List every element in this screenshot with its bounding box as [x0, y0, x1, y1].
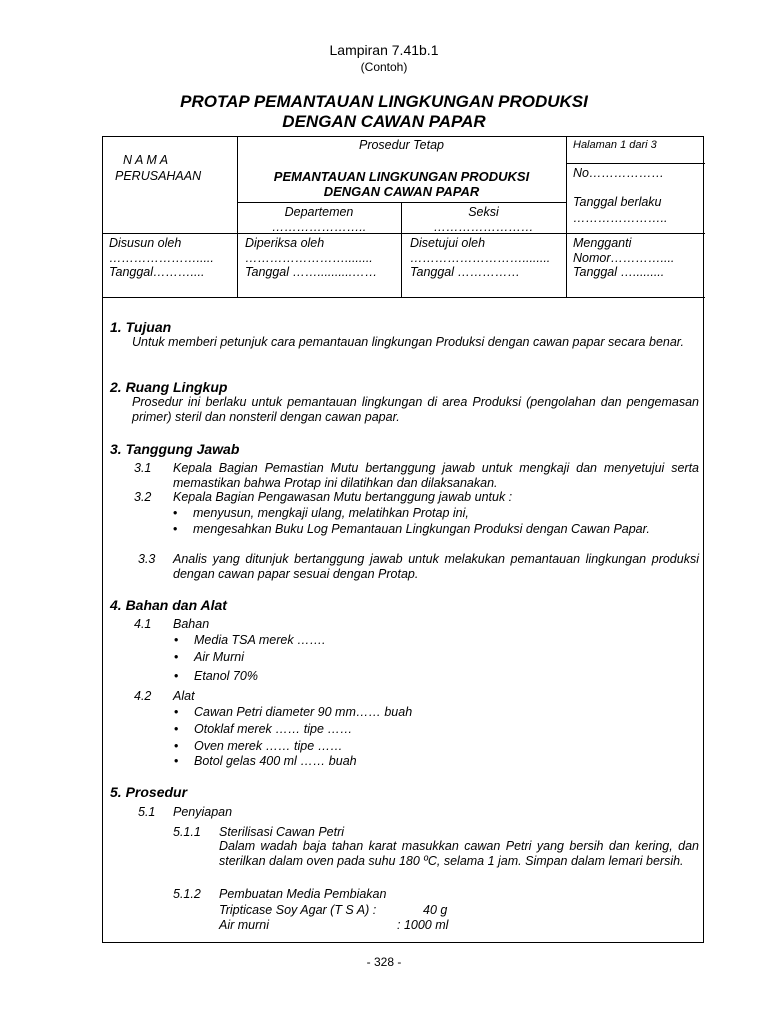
bullet-item: • Cawan Petri diameter 90 mm…… buah — [194, 705, 412, 720]
section-tanggung-jawab-heading: 3. Tanggung Jawab — [110, 441, 240, 457]
item-label: Penyiapan — [173, 805, 233, 819]
prosedur-tetap-label: Prosedur Tetap — [358, 138, 444, 152]
item-label: Alat — [173, 689, 195, 703]
halaman-label: Halaman 1 dari 3 — [573, 139, 657, 151]
departemen-dots: ………………….. — [271, 220, 367, 234]
bullet-item: • Oven merek …… tipe …… — [194, 739, 343, 754]
inner-title-line1: PEMANTAUAN LINGKUNGAN PRODUKSI — [273, 169, 530, 184]
departemen-label: Departemen — [284, 205, 354, 219]
item-number: 4.2 — [134, 689, 152, 703]
document-frame — [102, 136, 704, 943]
disusun-dots: …………………..... — [109, 251, 214, 265]
lampiran-label: Lampiran 7.41b.1 — [329, 42, 439, 58]
header-divider — [566, 137, 567, 297]
header-divider — [103, 297, 705, 298]
item-number: 5.1 — [138, 805, 156, 819]
section-bahan-alat-heading: 4. Bahan dan Alat — [110, 597, 227, 613]
media-ingredient: Tripticase Soy Agar (T S A) : — [219, 903, 377, 917]
section-ruang-lingkup-text: Prosedur ini berlaku untuk pemantauan lingkungan di area Produksi (pengolahan dan pengemasan primer) steril dan nonsteril dengan cawan papar. — [132, 395, 699, 424]
bullet-item: • Media TSA merek ……. — [194, 633, 326, 648]
item-number: 3.3 — [138, 552, 156, 566]
bullet-item: • Otoklaf merek …… tipe …… — [194, 722, 352, 737]
disetujui-label: Disetujui oleh — [410, 236, 486, 250]
item-label: Bahan — [173, 617, 210, 631]
disetujui-tanggal: Tanggal …………… — [410, 265, 520, 279]
mengganti-label: Mengganti — [573, 236, 632, 250]
no-label: No……………… — [573, 166, 664, 180]
section-tujuan-heading: 1. Tujuan — [110, 319, 172, 335]
contoh-label: (Contoh) — [360, 60, 408, 74]
media-amount: : 1000 ml — [397, 918, 449, 932]
item-number: 5.1.1 — [173, 825, 201, 839]
seksi-dots: …………………… — [433, 220, 534, 234]
item-number: 5.1.2 — [173, 887, 201, 901]
item-text: Analis yang ditunjuk bertanggung jawab untuk melakukan pemantauan lingkungan produksi dengan cawan papar sesuai dengan Protap. — [173, 552, 699, 581]
disusun-tanggal: Tanggal……….... — [109, 265, 205, 279]
disusun-label: Disusun oleh — [109, 236, 182, 250]
tanggal-berlaku-label: Tanggal berlaku — [573, 195, 662, 209]
diperiksa-label: Diperiksa oleh — [245, 236, 325, 250]
diperiksa-tanggal: Tanggal ……..........…… — [245, 265, 378, 279]
media-amount: 40 g — [423, 903, 448, 917]
item-text: Dalam wadah baja tahan karat masukkan cawan Petri yang bersih dan kering, dan sterilkan dalam oven pada suhu 180 ºC, selama 1 jam. Simpan dalam lemari bersih. — [219, 839, 699, 868]
inner-title-line2: DENGAN CAWAN PAPAR — [323, 184, 480, 199]
bullet-item: • menyusun, mengkaji ulang, melatihkan Protap ini, — [193, 506, 699, 521]
section-ruang-lingkup-heading: 2. Ruang Lingkup — [110, 379, 228, 395]
bullet-item: • Botol gelas 400 ml …… buah — [194, 754, 357, 769]
section-tujuan-text: Untuk memberi petunjuk cara pemantauan lingkungan Produksi dengan cawan papar secara benar. — [132, 335, 684, 349]
item-number: 4.1 — [134, 617, 152, 631]
item-text: Kepala Bagian Pemastian Mutu bertanggung jawab untuk mengkaji dan menyetujui serta memastikan bahwa Protap ini dilatihkan dan dilaksanakan. — [173, 461, 699, 490]
nomor-label: Nomor………….... — [573, 251, 675, 265]
item-number: 3.2 — [134, 490, 152, 504]
item-label: Pembuatan Media Pembiakan — [219, 887, 387, 901]
bullet-item: • Etanol 70% — [194, 669, 258, 684]
item-text: Kepala Bagian Pengawasan Mutu bertanggung jawab untuk : — [173, 490, 513, 504]
doc-title-line2: DENGAN CAWAN PAPAR — [282, 112, 486, 131]
nama-label: N A M A — [123, 153, 169, 167]
item-number: 3.1 — [134, 461, 152, 475]
perusahaan-label: PERUSAHAAN — [115, 169, 202, 183]
item-label: Sterilisasi Cawan Petri — [219, 825, 345, 839]
bullet-item: • mengesahkan Buku Log Pemantauan Lingkungan Produksi dengan Cawan Papar. — [193, 522, 699, 537]
bullet-item: • Air Murni — [194, 650, 244, 665]
doc-title-line1: PROTAP PEMANTAUAN LINGKUNGAN PRODUKSI — [180, 92, 588, 111]
page-number: - 328 - — [366, 955, 402, 969]
diperiksa-dots: ……………………........ — [245, 251, 373, 265]
section-prosedur-heading: 5. Prosedur — [110, 784, 188, 800]
seksi-label: Seksi — [468, 205, 499, 219]
header-divider — [566, 163, 705, 164]
media-ingredient: Air murni — [219, 918, 270, 932]
disetujui-dots: ………………………........ — [410, 251, 551, 265]
mengganti-tanggal: Tanggal …......... — [573, 265, 665, 279]
tanggal-berlaku-dots: ………………….. — [573, 211, 668, 225]
